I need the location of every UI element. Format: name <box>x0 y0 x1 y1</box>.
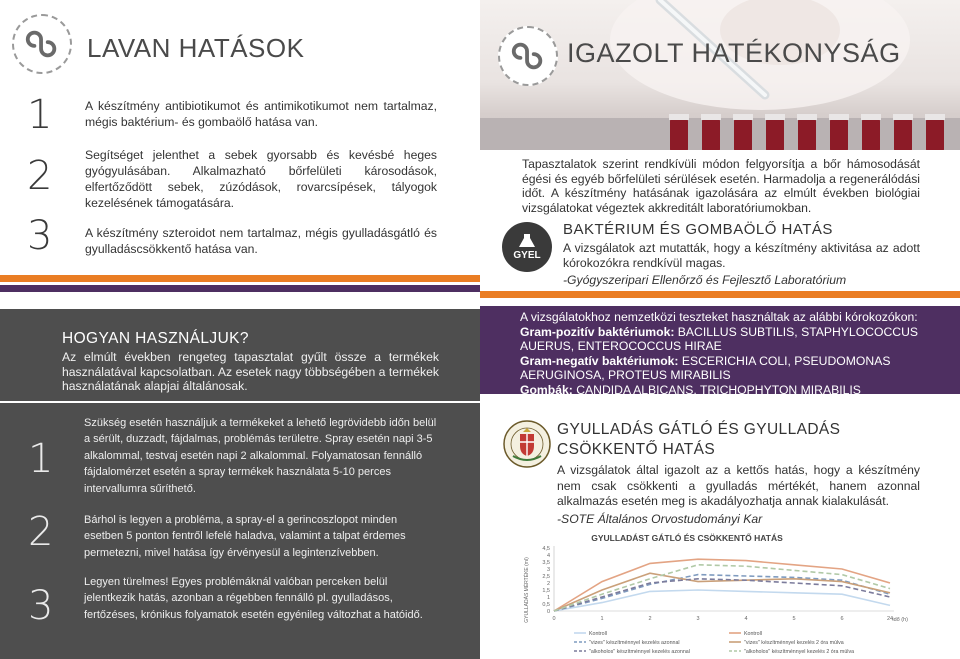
brand-logo-right <box>498 26 558 86</box>
lab-photo-illustration <box>480 0 960 150</box>
chart-x-tick-label: 24 <box>886 616 894 622</box>
gyel-label: GYEL <box>513 250 541 261</box>
effect-number-3: 3 <box>27 213 53 259</box>
efficacy-intro: Tapasztalatok szerint rendkívüli módon felgyorsítja a bőr hámosodását égési és egyéb bőrfelületi sérülések esetén. Harmadolja a regenerálódási időt. A készítmény hatásának igazolására az elmúlt években biológiai vizsgálatokat végeztek akkreditált laboratóriumokban. <box>522 157 920 215</box>
usage-panel <box>0 309 480 659</box>
brand-logo-icon <box>509 37 547 75</box>
test-tube-rim <box>829 114 849 120</box>
effect-number-1: 1 <box>27 92 53 138</box>
pathogen-box <box>480 306 960 397</box>
chart-x-tick-label: 4 <box>744 616 748 622</box>
test-tube-rim <box>893 114 913 120</box>
usage-divider <box>0 401 480 403</box>
chart-x-tick-label: 0 <box>552 616 556 622</box>
test-tube-rim <box>765 114 785 120</box>
university-seal-icon <box>503 420 551 468</box>
test-tube <box>670 118 688 150</box>
effect-number-2: 2 <box>27 153 53 199</box>
fungi-line <box>520 383 920 398</box>
chart-x-tick-label: 5 <box>792 616 796 622</box>
gram-negative-line <box>520 354 920 383</box>
gyel-logo <box>502 222 552 272</box>
chart-y-tick-label: 1,5 <box>542 588 550 594</box>
fungi-label: Gombák: <box>520 382 573 397</box>
test-tube <box>798 118 816 150</box>
bacteria-source: -Gyógyszeripari Ellenőrző és Fejlesztő Laboratórium <box>563 273 847 287</box>
test-tube-rim <box>669 114 689 120</box>
chart-y-tick-label: 3,5 <box>542 560 550 566</box>
chart-x-tick-label: 6 <box>840 616 844 622</box>
chart-y-tick-label: 0 <box>546 609 550 615</box>
chart-x-tick-label: 1 <box>600 616 604 622</box>
orange-divider-left <box>0 275 480 282</box>
chart-legend <box>574 631 854 655</box>
bacteria-text: A vizsgálatok azt mutatták, hogy a készítmény aktivitása az adott kórokozókra rendkívül magas. <box>563 241 920 270</box>
gram-positive-line <box>520 325 920 354</box>
effects-title: LAVAN HATÁSOK <box>87 33 305 63</box>
inflammation-source: -SOTE Általános Orvostudományi Kar <box>557 512 763 526</box>
chart-legend-label: "alkoholos" készítménnyel kezelés 2 óra múlva <box>744 649 855 655</box>
chart-y-tick-label: 0,5 <box>542 602 550 608</box>
university-seal <box>503 420 551 468</box>
chart-ylabel: GYULLADÁS MÉRTÉKE (ml) <box>524 557 530 623</box>
test-tube-rim <box>701 114 721 120</box>
test-tube-rim <box>733 114 753 120</box>
usage-text-2: Bárhol is legyen a probléma, a spray-el a gerincoszlopot minden esetben 5 ponton fentről lefelé haladva, valamint a talpat érdemes permetezni, mivel hatása így érvényesül a legintenzívebben. <box>84 514 406 559</box>
chart-y-tick-label: 4 <box>546 553 550 559</box>
chart-legend-label: "alkoholos" készítménnyel kezelés azonnal <box>589 649 690 655</box>
bacteria-title: BAKTÉRIUM ÉS GOMBAÖLŐ HATÁS <box>563 221 833 238</box>
brand-logo-left <box>12 14 72 74</box>
chart-title: GYULLADÁST GÁTLÓ ÉS CSÖKKENTŐ HATÁS <box>591 533 783 543</box>
test-tube-rim <box>925 114 945 120</box>
effect-text-3: A készítmény szteroidot nem tartalmaz, mégis gyulladásgátló és gyulladáscsökkentő hatása van. <box>85 226 437 256</box>
test-tube <box>830 118 848 150</box>
chart-x-tick-label: 2 <box>648 616 652 622</box>
usage-text-1: Szükség esetén használjuk a termékeket a lehető legrövidebb időn belül a sérült, duzzadt, fájdalmas, problémás területre. Spray esetén napi 3-5 alkalommal, testvaj esetén napi 2 alkalommal. Folyamatosan fennálló fájdalomérzet esetén a spray termékek használata 5-10 perces intervallumra sűríthető. <box>84 417 437 495</box>
chart-legend-label: Kontroll <box>744 631 762 637</box>
fungi-text: CANDIDA ALBICANS, TRICHOPHYTON MIRABILIS <box>576 382 861 397</box>
chart-y-tick-label: 1 <box>546 595 550 601</box>
lab-photo <box>480 0 960 150</box>
chart-xlabel: idő (h) <box>892 617 908 623</box>
chart-y-tick-label: 3 <box>546 567 550 573</box>
chart-series-line-6 <box>554 565 890 611</box>
chart-y-tick-label: 2,5 <box>542 574 550 580</box>
test-tube-rim <box>797 114 817 120</box>
test-tube <box>894 118 912 150</box>
brand-logo-icon <box>23 25 61 63</box>
chart-series <box>554 559 890 611</box>
pathogen-intro: A vizsgálatokhoz nemzetközi teszteket használtak az alábbi kórokozókon: <box>520 310 918 324</box>
effect-text-1: A készítmény antibiotikumot és antimikotikumot nem tartalmaz, mégis baktérium- és gombaölő hatása van. <box>85 99 437 129</box>
usage-title: HOGYAN HASZNÁLJUK? <box>62 330 249 347</box>
test-tube <box>766 118 784 150</box>
chart-legend-label: "vizes" készítménnyel kezelés azonnal <box>589 640 680 646</box>
test-tube-rim <box>861 114 881 120</box>
chart-legend-label: Kontroll <box>589 631 607 637</box>
effect-text-2: Segítséget jelenthet a sebek gyorsabb és kevésbé heges gyógyulásában. Alkalmazható bőrfelületi károsodások, elfertőződött sebek, zúzódások, rovarcsípések, tályogok kezelésének támogatására. <box>85 148 437 210</box>
chart-y-ticks <box>542 546 550 615</box>
chart-x-ticks <box>552 616 893 622</box>
chart-legend-label: "vizes" készítménnyel kezelés 2 óra múlva <box>744 640 844 646</box>
efficacy-title: IGAZOLT HATÉKONYSÁG <box>567 38 901 68</box>
inflammation-title: GYULLADÁS GÁTLÓ ÉS GYULLADÁS CSÖKKENTŐ HATÁS <box>557 421 841 458</box>
inflammation-chart <box>512 528 920 659</box>
usage-text-3: Legyen türelmes! Egyes problémáknál valóban perceken belül jelentkezik hatás, azonban a régebben fennálló pl. gyulladásos, fertőzéses, krónikus folyamatok esetén egyénileg változhat a hatóidő. <box>84 576 423 621</box>
usage-intro: Az elmúlt években rengeteg tapasztalat gyűlt össze a termékek használatával kapcsolatban. Az esetek nagy többségében a termékek használatának alapjai általánosak. <box>62 350 439 394</box>
flask-icon <box>516 233 538 249</box>
chart-y-tick-label: 4,5 <box>542 546 550 552</box>
purple-divider-left <box>0 285 480 292</box>
chart-y-tick-label: 2 <box>546 581 550 587</box>
usage-number-1: 1 <box>28 436 54 482</box>
usage-number-3: 3 <box>28 583 54 629</box>
gram-positive-label: Gram-pozitív baktériumok: <box>520 324 675 339</box>
test-tube <box>862 118 880 150</box>
gram-negative-text: ESCERICHIA COLI, PSEUDOMONAS AERUGINOSA, PROTEUS MIRABILIS <box>520 353 891 383</box>
gram-positive-text: BACILLUS SUBTILIS, STAPHYLOCOCCUS AUERUS, ENTEROCOCCUS HIRAE <box>520 324 918 354</box>
inflammation-text: A vizsgálatok által igazolt az a kettős hatás, hogy a készítmény nem csak csökkenti a gyulladás mértékét, hanem azonnal alkalmazás esetén meg is akadályozhatja annak kialakulását. <box>557 463 920 509</box>
chart-x-tick-label: 3 <box>696 616 700 622</box>
gram-negative-label: Gram-negatív baktériumok: <box>520 353 679 368</box>
usage-number-2: 2 <box>28 509 54 555</box>
test-tube <box>926 118 944 150</box>
test-tube <box>702 118 720 150</box>
chart-series-line-1 <box>554 590 890 611</box>
test-tube <box>734 118 752 150</box>
orange-divider-right <box>480 291 960 298</box>
